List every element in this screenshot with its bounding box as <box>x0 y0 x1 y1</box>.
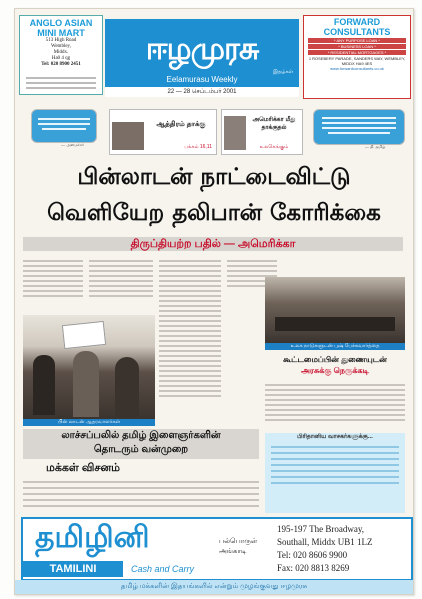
story-head-3: மக்கள் விசனம் <box>45 462 121 474</box>
meeting-table <box>275 317 395 331</box>
ad-fine-print <box>26 74 96 92</box>
tamilini-brand: தமிழினி <box>35 521 150 554</box>
ad-address-1: 513 High Road <box>45 38 77 43</box>
ad-store-name: ANGLO ASIAN MINI MART <box>29 18 93 38</box>
tamilini-fax: Fax: 020 8813 8269 <box>277 563 350 573</box>
teaser-right-quote: — தி. தமிழ் <box>365 144 386 149</box>
tamilini-address-1: 195-197 The Broadway, <box>277 524 364 534</box>
teaser-right <box>313 109 405 145</box>
consultants-web: www.forwardconsultants.co.uk <box>330 66 384 71</box>
teaser-left <box>31 109 97 143</box>
tamilini-ad <box>21 517 413 581</box>
story-headline-band <box>23 429 259 459</box>
article-column-2 <box>89 257 153 311</box>
masthead-english: Eelamurasu Weekly <box>166 75 238 84</box>
anglo-asian-ad <box>19 15 103 95</box>
masthead-tagline: இதழ்கள் <box>273 69 293 75</box>
loan-line-3: * RESIDENTIAL MORTGAGES * <box>308 50 406 55</box>
tamilini-cash: Cash and Carry <box>131 564 195 574</box>
story-head-2: தொடரும் வன்முறை <box>93 444 189 455</box>
masthead-title: ஈழமுரசு <box>145 31 259 67</box>
headline-line-2: வெளியேற தலிபான் கோரிக்கை <box>47 200 381 226</box>
story-body-right <box>265 381 405 429</box>
tamilini-tamil-sub: பல்பொருள் அங்காடி <box>219 538 258 555</box>
story-right-head-2: அரசுக்கு நெருக்கடி <box>300 366 370 375</box>
ad-address-2: Wembley, <box>51 44 71 49</box>
story-head-1: லாச்சப்பலில் தமிழ் இளைஞர்களின் <box>61 430 221 441</box>
footer-slogan: தமிழ் மக்களின் இதயங்களில் என்றும் முழங்குவது ஈழமுரசு <box>15 580 413 594</box>
teaser-photo-1 <box>112 122 144 150</box>
consultants-address: 1 ROSEBERY PARADE, SANDERS WAY, WEMBLEY, MIDDX HA9 4ES <box>308 56 406 66</box>
subheadline-band <box>23 237 403 251</box>
headline-line-1: பின்லாடன் நாட்டைவிட்டு <box>77 164 351 190</box>
teaser-center-left <box>109 109 217 155</box>
tamilini-latin: TAMILINI <box>23 561 123 577</box>
tamilini-address-2: Southall, Middx UB1 1LZ <box>277 537 373 547</box>
article-column-1 <box>23 257 83 311</box>
masthead <box>105 19 299 97</box>
story-right-head-1: கூட்டமைப்பின் துணையுடன் <box>283 355 387 364</box>
article-column-3 <box>159 257 221 407</box>
photo-figure-1 <box>33 355 55 415</box>
forward-consultants-ad <box>303 15 411 99</box>
teaser-center-mid <box>221 109 303 155</box>
caption-right: உலக நாடுகளுடன் புஷ் பேச்சுவார்த்தை <box>265 343 405 350</box>
ad-tel: Tel: 020 8900 2451 <box>41 62 81 67</box>
issue-date: 22 — 28 செப்டம்பர் 2001 <box>105 87 299 97</box>
ad-address-3: Middx. <box>53 50 69 55</box>
teaser-center-mid-title: அமெரிக்கா மீது தாக்குதல் <box>252 117 296 131</box>
meeting-photo <box>265 277 405 343</box>
teaser-photo-2 <box>224 116 246 150</box>
story-body-left <box>23 477 259 513</box>
loan-line-1: * ANY PURPOSE LOAN * <box>308 38 406 43</box>
consultants-name: FORWARD CONSULTANTS <box>323 17 391 37</box>
readers-box-title: பிரிதானிய வாசகர்களுக்கு... <box>297 434 373 440</box>
photo-banner <box>62 321 106 349</box>
ad-address-4: Ha0 4 qg <box>51 56 71 61</box>
teaser-left-quote: — அமைச்சர் <box>61 142 85 147</box>
teaser-center-left-title: ஆத்திரம் தாக்கு <box>156 121 206 128</box>
loan-line-2: * BUSINESS LOAN * <box>308 44 406 49</box>
subheadline: திருப்தியற்ற பதில் — அமெரிக்கா <box>130 238 296 250</box>
caption-left: பின் லாடன் ஆதரவாளர்கள் <box>23 419 155 426</box>
photo-figure-2 <box>73 351 99 417</box>
tamilini-tel: Tel: 020 8606 9900 <box>277 550 348 560</box>
protest-photo <box>23 315 155 419</box>
teaser-center-mid-sub: உலகெங்கும் <box>259 144 289 150</box>
newspaper-page <box>14 8 414 595</box>
photo-figure-3 <box>115 357 139 417</box>
readers-box <box>265 433 405 513</box>
teaser-center-left-page: பக்கம் 16,11 <box>184 144 212 150</box>
